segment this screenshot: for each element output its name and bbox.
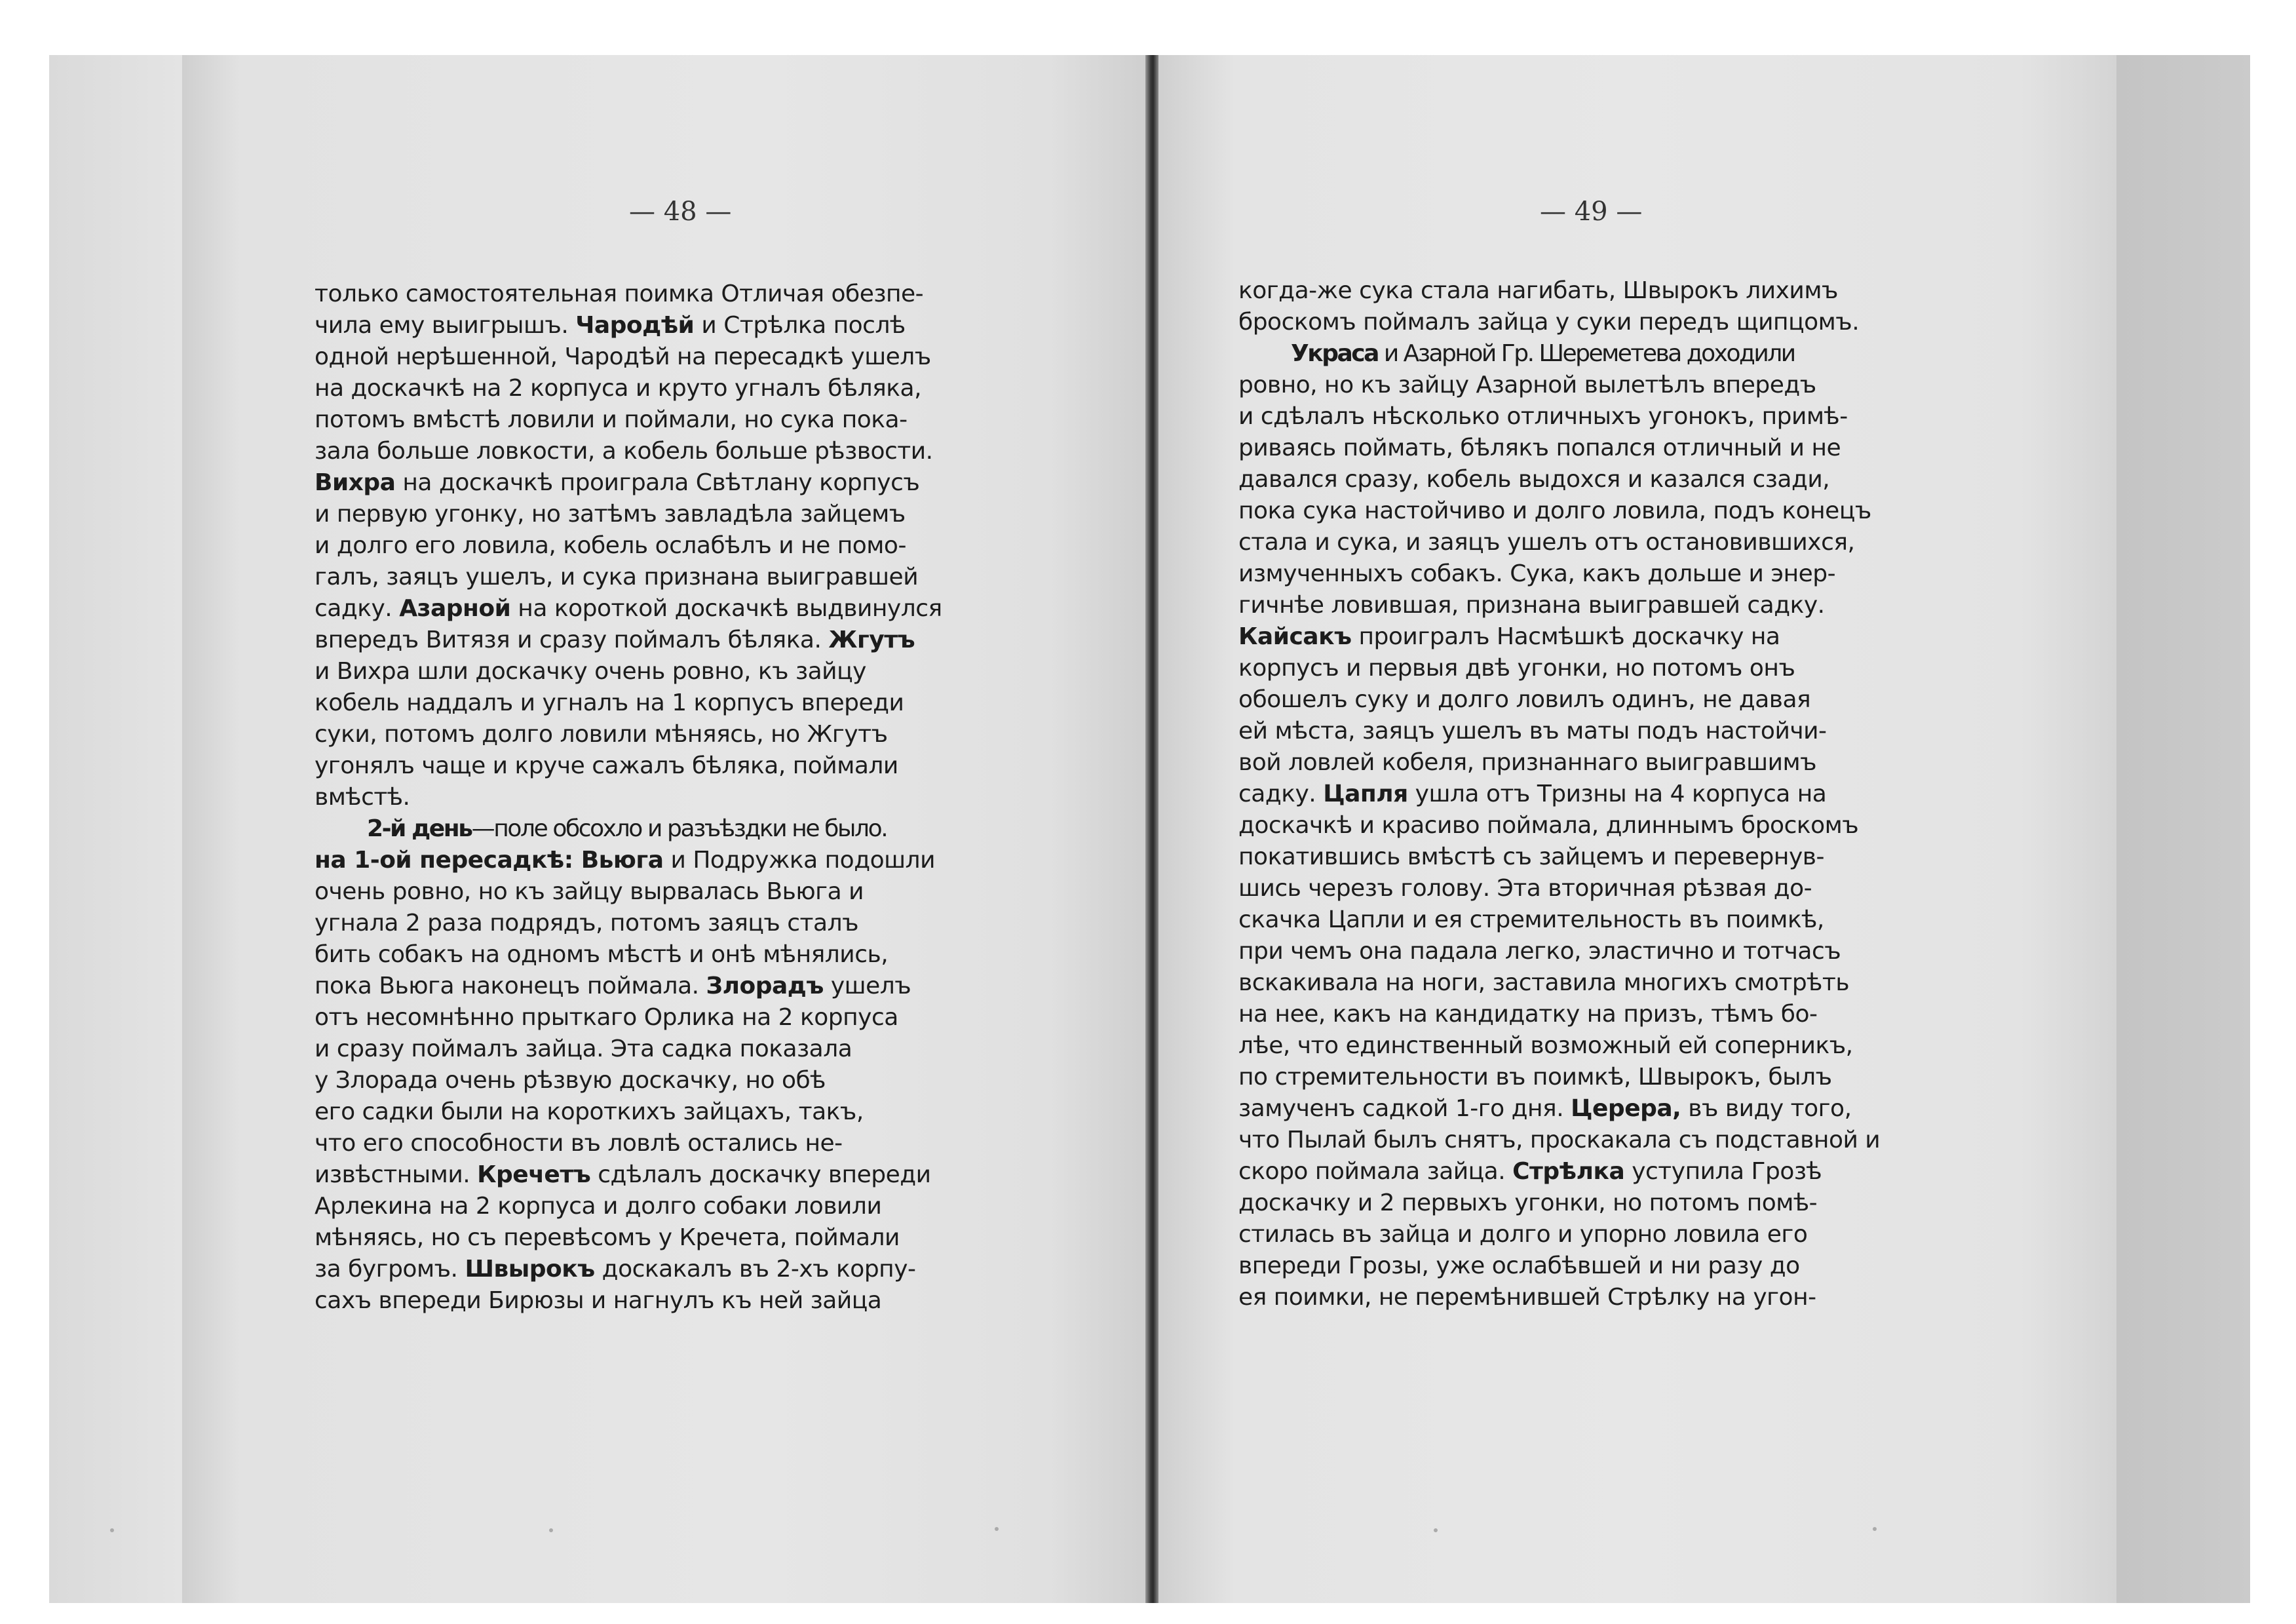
text-line [1238,873,2025,904]
text-span: чила ему выигрышъ. [315,312,576,339]
text-line [315,436,1094,467]
text-span: мѣняясь, но съ перевѣсомъ у Кречета, поймали [315,1224,900,1251]
text-span: лѣе, что единственный возможный ей соперникъ, [1238,1032,1853,1059]
text-span: его садки были на короткихъ зайцахъ, такъ, [315,1098,864,1125]
text-line [315,1222,1094,1254]
text-line [315,971,1094,1002]
text-span: впередъ Витязя и сразу поймалъ бѣляка. [315,627,829,653]
bold-name-span: 2-й день [367,815,472,842]
text-line [1238,495,2025,527]
text-span: что его способности въ ловлѣ остались не- [315,1130,843,1157]
text-span: очень ровно, но къ зайцу вырвалась Вьюга и [315,878,864,905]
text-line [315,341,1094,373]
right-page-edge [2116,55,2250,1603]
bold-name-span: Чародѣй [575,312,695,339]
text-span: сахъ впереди Бирюзы и нагнулъ къ ней зайца [315,1287,882,1314]
text-span: гичнѣе ловившая, признана выигравшей садку. [1238,592,1825,619]
bold-name-span: Вихра [315,469,396,496]
text-span: доскакалъ въ 2-хъ корпу- [594,1256,916,1283]
text-line [1238,1188,2025,1219]
text-line [315,782,1094,813]
text-span: по стремительности въ поимкѣ, Швырокъ, былъ [1238,1064,1832,1091]
scan-speck [549,1528,553,1532]
text-span: когда-же сука стала нагибать, Швырокъ лихимъ [1238,277,1838,304]
text-span: бить собакъ на одномъ мѣстѣ и онѣ мѣнялись, [315,941,889,968]
text-line [1238,779,2025,810]
text-line [1238,433,2025,464]
text-line [1238,936,2025,967]
text-span: вой ловлей кобеля, признаннаго выигравшимъ [1238,749,1817,776]
text-span: на нее, какъ на кандидатку на призъ, тѣмъ бо- [1238,1001,1818,1028]
text-line [315,656,1094,687]
text-line [315,1254,1094,1285]
text-line [315,467,1094,499]
text-span: доскачку и 2 первыхъ угонки, но потомъ помѣ- [1238,1189,1818,1216]
text-line [315,1128,1094,1159]
text-line [1238,841,2025,873]
text-line [1238,999,2025,1030]
text-line [315,310,1094,341]
bold-name-span: Азарной [399,595,511,622]
text-span: корпусъ и первыя двѣ угонки, но потомъ онъ [1238,655,1795,682]
text-line [315,562,1094,593]
scan-speck [995,1527,999,1531]
right-page-text [1238,275,2025,1313]
text-line [1238,1282,2025,1313]
text-span: и первую угонку, но затѣмъ завладѣла зайцемъ [315,501,906,528]
scan-speck [1873,1527,1877,1531]
text-line [1238,967,2025,999]
text-line [315,625,1094,656]
bold-name-span: Кайсакъ [1238,623,1352,650]
text-span: стилась въ зайца и долго и упорно ловила его [1238,1221,1808,1248]
text-line [315,1159,1094,1191]
text-line [1238,401,2025,433]
text-span: и сдѣлалъ нѣсколько отличныхъ угонокъ, примѣ- [1238,403,1848,430]
text-span: вмѣстѣ. [315,784,410,811]
text-span: риваясь поймать, бѣлякъ попался отличный и не [1238,435,1841,461]
text-span: вскакивала на ноги, заставила многихъ смотрѣть [1238,969,1850,996]
text-line [315,404,1094,436]
text-span: ей мѣста, заяцъ ушелъ въ маты подъ настойчи- [1238,718,1827,744]
bold-name-span: Украса [1291,340,1378,367]
text-span: Арлекина на 2 корпуса и долго собаки ловили [315,1193,882,1220]
text-span: одной нерѣшенной, Чародѣй на пересадкѣ ушелъ [315,343,931,370]
text-span: на доскачкѣ на 2 корпуса и круто угналъ бѣляка, [315,375,922,402]
text-line [315,1034,1094,1065]
text-line [1238,810,2025,841]
text-line [315,876,1094,908]
bold-name-span: Жгутъ [828,627,915,653]
text-line [1238,590,2025,621]
text-line [1238,464,2025,495]
text-line [315,1002,1094,1034]
text-line [1238,653,2025,684]
text-line [315,908,1094,939]
text-span: стала и сука, и заяцъ ушелъ отъ остановившихся, [1238,529,1855,556]
text-span: сдѣлалъ доскачку впереди [590,1161,931,1188]
text-line [1238,307,2025,338]
text-span: покатившись вмѣстѣ съ зайцемъ и перевернув- [1238,843,1824,870]
text-span: ушелъ [823,973,911,999]
text-span: шись черезъ голову. Эта вторичная рѣзвая до- [1238,875,1812,902]
text-line [1238,716,2025,747]
text-span: за бугромъ. [315,1256,465,1283]
text-line [1238,558,2025,590]
text-span: только самостоятельная поимка Отличая обезпе- [315,280,924,307]
bold-name-span: Злорадъ [706,973,824,999]
text-line [315,279,1094,310]
text-span: впереди Грозы, уже ослабѣвшей и ни разу до [1238,1252,1800,1279]
text-line [1238,904,2025,936]
text-span: пока Вьюга наконецъ поймала. [315,973,706,999]
text-line [1238,684,2025,716]
text-line [1238,1030,2025,1062]
text-span: ея поимки, не перемѣнившей Стрѣлку на угон- [1238,1284,1816,1311]
text-span: давался сразу, кобель выдохся и казался сзади, [1238,466,1830,493]
text-line [1238,338,2025,370]
text-span: доскачкѣ и красиво поймала, длиннымъ броскомъ [1238,812,1859,839]
text-span: въ виду того, [1681,1095,1852,1122]
text-span: галъ, заяцъ ушелъ, и сука признана выигравшей [315,564,919,590]
text-line [1238,1156,2025,1188]
bold-name-span: Кречетъ [477,1161,591,1188]
text-span: при чемъ она падала легко, эластично и тотчасъ [1238,938,1841,965]
text-span: уступила Грозѣ [1624,1158,1822,1185]
text-line [1238,370,2025,401]
text-line [1238,747,2025,779]
text-span: ушла отъ Тризны на 4 корпуса на [1407,781,1827,807]
text-line [1238,275,2025,307]
text-line [315,1285,1094,1317]
text-span: и Подружка подошли [663,847,935,874]
text-span: у Злорада очень рѣзвую доскачку, но обѣ [315,1067,826,1094]
text-span: обошелъ суку и долго ловилъ одинъ, не давая [1238,686,1811,713]
text-span: измученныхъ собакъ. Сука, какъ дольше и энер- [1238,560,1836,587]
left-page-text [315,279,1094,1317]
text-span: ровно, но къ зайцу Азарной вылетѣлъ впередъ [1238,372,1816,398]
text-span: и Вихра шли доскачку очень ровно, къ зайцу [315,658,866,685]
text-line [315,750,1094,782]
text-line [315,687,1094,719]
text-span: садку. [1238,781,1324,807]
text-line [315,939,1094,971]
text-span: кобель наддалъ и угналъ на 1 корпусъ впереди [315,689,904,716]
text-span: суки, потомъ долго ловили мѣняясь, но Жгутъ [315,721,888,748]
text-span: угнала 2 раза подрядъ, потомъ заяцъ сталъ [315,910,859,937]
bold-name-span: на 1-ой пересадкѣ: Вьюга [315,847,664,874]
text-line [1238,621,2025,653]
text-span: и Стрѣлка послѣ [694,312,906,339]
text-line [315,593,1094,625]
bold-name-span: Швырокъ [465,1256,595,1283]
bold-name-span: Церера, [1571,1095,1681,1122]
text-line [315,719,1094,750]
text-line [315,1065,1094,1096]
scan-speck [110,1528,114,1532]
text-line [315,499,1094,530]
text-span: скачка Цапли и ея стремительность въ поимкѣ, [1238,906,1824,933]
text-span: извѣстными. [315,1161,478,1188]
bold-name-span: Цапля [1323,781,1408,807]
text-span: угонялъ чаще и круче сажалъ бѣляка, поймали [315,752,898,779]
text-span: отъ несомнѣнно прыткаго Орлика на 2 корпуса [315,1004,898,1031]
text-line [1238,1125,2025,1156]
text-span: скоро поймала зайца. [1238,1158,1513,1185]
text-line [1238,1250,2025,1282]
left-page-number: — 48 — [629,197,732,227]
text-span: и сразу поймалъ зайца. Эта садка показала [315,1035,852,1062]
text-line [315,813,1094,845]
text-line [315,1096,1094,1128]
text-span: потомъ вмѣстѣ ловили и поймали, но сука пока- [315,406,908,433]
text-span: на доскачкѣ проиграла Свѣтлану корпусъ [395,469,920,496]
text-line [315,530,1094,562]
text-line [1238,1093,2025,1125]
text-line [315,373,1094,404]
text-span: проигралъ Насмѣшкѣ доскачку на [1351,623,1780,650]
text-line [1238,1062,2025,1093]
text-span: садку. [315,595,400,622]
left-page-edge [49,55,184,1603]
text-span: и Азарной Гр. Шереметева доходили [1377,340,1795,367]
text-span: —поле обсохло и разъѣздки не было. [471,815,887,842]
text-line [1238,1219,2025,1250]
text-line [315,1191,1094,1222]
text-span: что Пылай былъ снятъ, проскакала съ подставной и [1238,1127,1881,1153]
bold-name-span: Стрѣлка [1512,1158,1625,1185]
text-span: броскомъ поймалъ зайца у суки передъ щипцомъ. [1238,309,1860,336]
text-span: и долго его ловила, кобель ослабѣлъ и не помо- [315,532,906,559]
text-span: замученъ садкой 1-го дня. [1238,1095,1571,1122]
text-span: на короткой доскачкѣ выдвинулся [510,595,942,622]
scan-speck [1434,1528,1438,1532]
right-page-number: — 49 — [1540,197,1643,227]
text-line [1238,527,2025,558]
text-span: зала больше ловкости, а кобель больше рѣзвости. [315,438,933,465]
book-gutter [1145,55,1158,1603]
text-line [315,845,1094,876]
text-span: пока сука настойчиво и долго ловила, подъ конецъ [1238,497,1871,524]
